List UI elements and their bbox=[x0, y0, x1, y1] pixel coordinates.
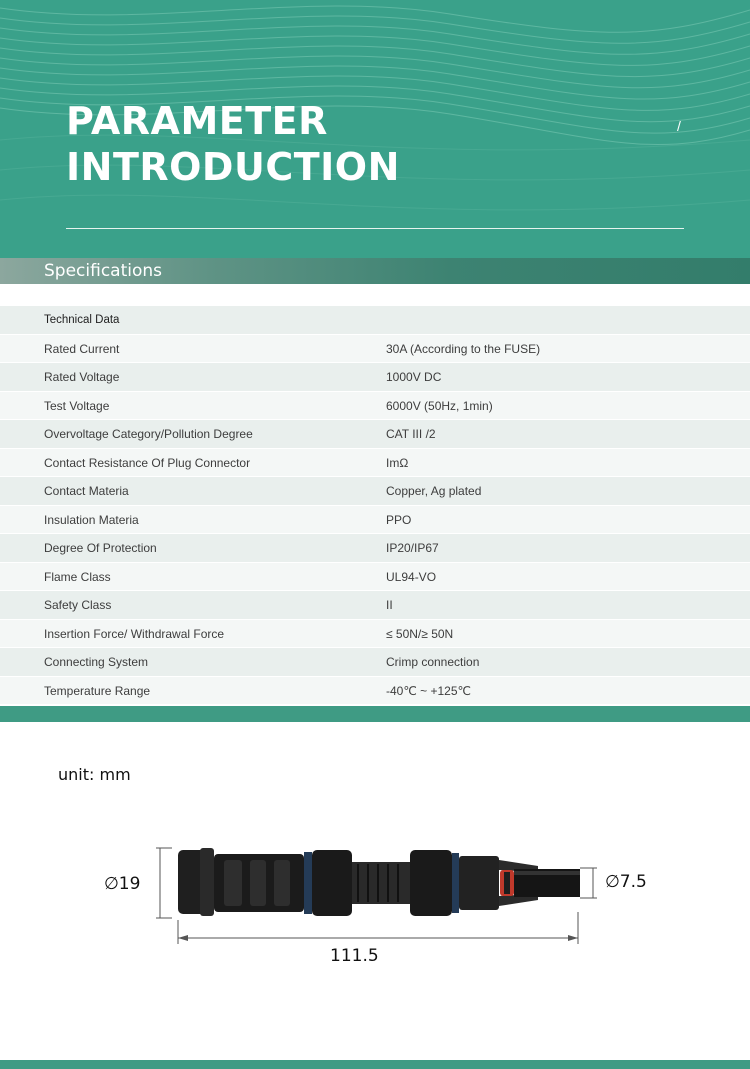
row-value: ≤ 50N/≥ 50N bbox=[386, 626, 454, 641]
row-value: II bbox=[386, 598, 393, 612]
table-row bbox=[0, 363, 750, 392]
specifications-heading: Specifications bbox=[44, 261, 163, 281]
page-title-line2: INTRODUCTION bbox=[66, 145, 400, 189]
row-value: 30A (According to the FUSE) bbox=[386, 341, 541, 356]
connector-dimension-drawing bbox=[0, 820, 750, 990]
table-row bbox=[0, 335, 750, 364]
table-row bbox=[0, 620, 750, 649]
row-value: CAT III /2 bbox=[386, 427, 436, 441]
row-value: PPO bbox=[386, 512, 412, 527]
row-value: Crimp connection bbox=[386, 655, 480, 669]
table-header-label: Technical Data bbox=[44, 314, 120, 326]
table-row bbox=[0, 449, 750, 478]
row-label: Test Voltage bbox=[44, 398, 110, 413]
page-title bbox=[66, 98, 400, 190]
row-label: Degree Of Protection bbox=[44, 541, 157, 555]
table-row bbox=[0, 591, 750, 620]
table-row bbox=[0, 534, 750, 563]
connector-shape bbox=[178, 848, 580, 916]
row-label: Flame Class bbox=[44, 569, 111, 584]
row-label: Overvoltage Category/Pollution Degree bbox=[44, 427, 253, 441]
footer-band bbox=[0, 1060, 750, 1069]
table-row bbox=[0, 506, 750, 535]
title-divider bbox=[66, 228, 684, 229]
decorative-slash: / bbox=[677, 118, 681, 134]
section-divider-band bbox=[0, 706, 750, 722]
table-row bbox=[0, 420, 750, 449]
specifications-table bbox=[0, 306, 750, 705]
unit-label: unit: mm bbox=[58, 765, 131, 784]
table-row bbox=[0, 563, 750, 592]
table-row bbox=[0, 648, 750, 677]
page-title-line1: PARAMETER bbox=[66, 99, 328, 143]
table-row bbox=[0, 677, 750, 706]
diameter-7-5-label: ∅7.5 bbox=[605, 872, 647, 892]
row-label: Rated Voltage bbox=[44, 370, 120, 384]
row-value: -40℃ ~ +125℃ bbox=[386, 683, 472, 698]
row-value: 1000V DC bbox=[386, 370, 442, 384]
row-label: Temperature Range bbox=[44, 683, 151, 698]
row-label: Contact Materia bbox=[44, 484, 129, 498]
hero-banner bbox=[0, 0, 750, 258]
row-value: UL94-VO bbox=[386, 569, 437, 584]
row-label: Safety Class bbox=[44, 598, 112, 612]
specifications-heading-bar bbox=[0, 258, 750, 284]
row-value: Copper, Ag plated bbox=[386, 484, 482, 498]
row-value: IP20/IP67 bbox=[386, 541, 439, 555]
table-header-row bbox=[0, 306, 750, 335]
row-label: Contact Resistance Of Plug Connector bbox=[44, 455, 251, 470]
diameter-19-label: ∅19 bbox=[104, 874, 141, 894]
table-row bbox=[0, 477, 750, 506]
row-label: Connecting System bbox=[44, 655, 149, 669]
row-label: Insulation Materia bbox=[44, 512, 139, 527]
row-label: Insertion Force/ Withdrawal Force bbox=[44, 626, 225, 641]
table-row bbox=[0, 392, 750, 421]
row-value: ImΩ bbox=[386, 455, 409, 470]
row-label: Rated Current bbox=[44, 341, 120, 356]
length-label: 111.5 bbox=[330, 946, 379, 966]
row-value: 6000V (50Hz, 1min) bbox=[386, 398, 493, 413]
